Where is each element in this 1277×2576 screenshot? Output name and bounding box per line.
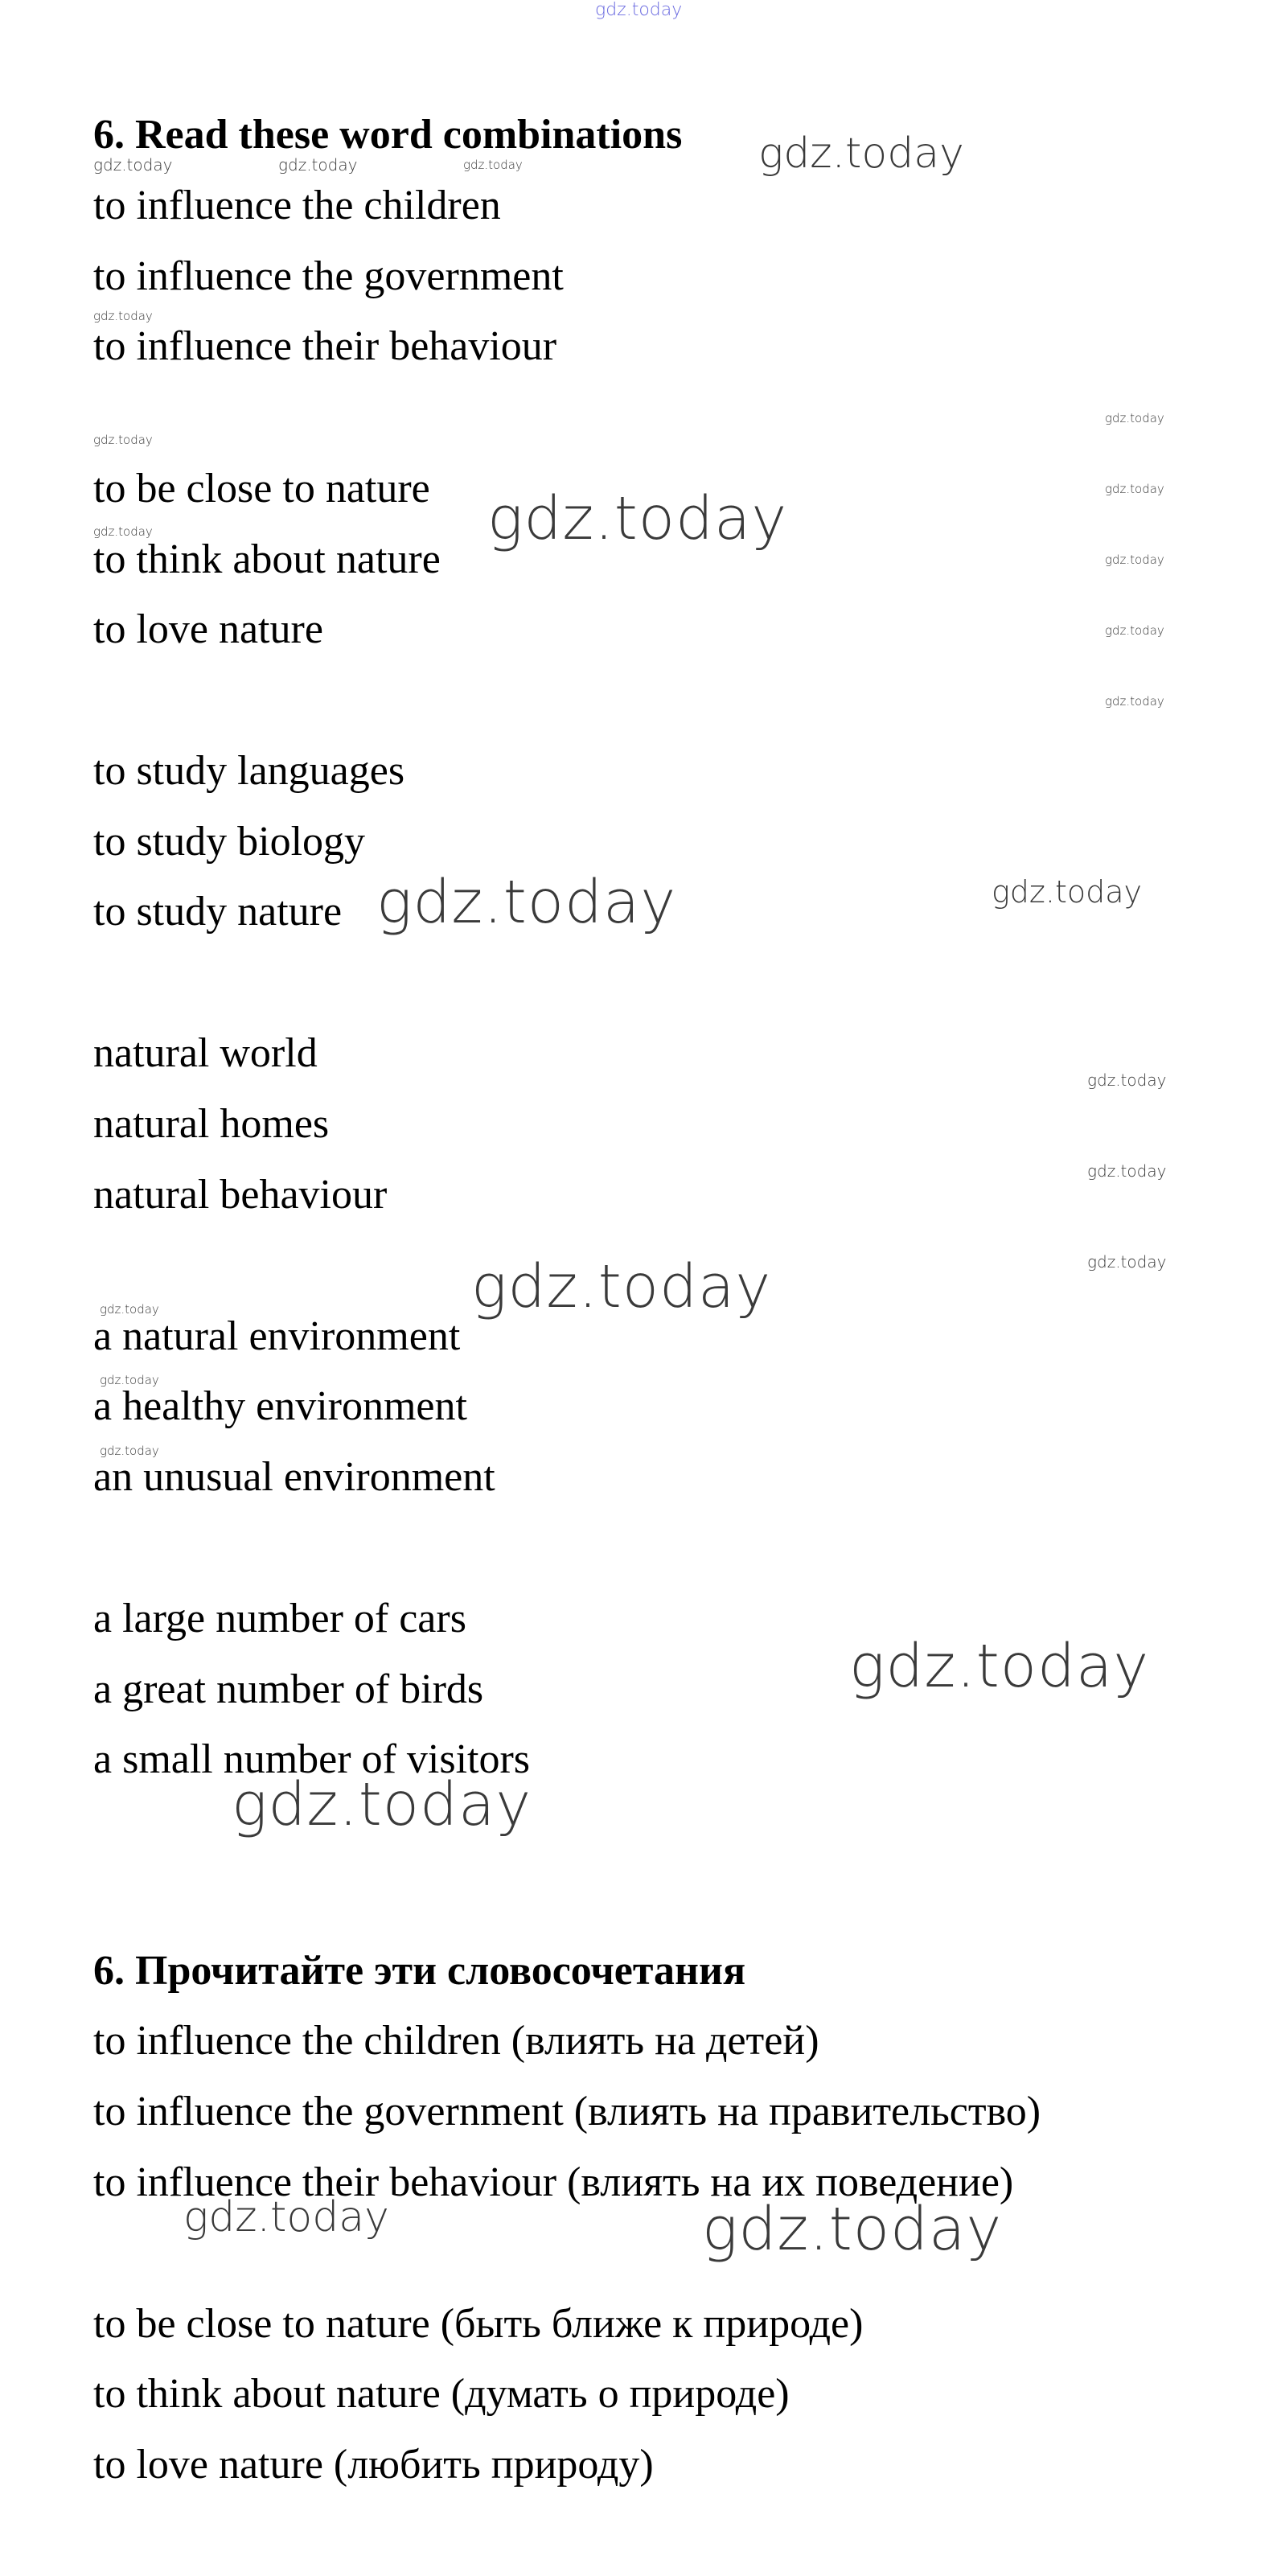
watermark: gdz.today bbox=[1105, 623, 1164, 638]
translation-line: to influence the government (влиять на правительство) bbox=[93, 2089, 1041, 2134]
watermark: gdz.today bbox=[1105, 553, 1164, 567]
phrase-line: an unusual environment bbox=[93, 1454, 495, 1500]
translation-line: to be close to nature (быть ближе к природе) bbox=[93, 2301, 864, 2347]
translation-line: to love nature (любить природу) bbox=[93, 2442, 654, 2488]
watermark: gdz.today bbox=[595, 0, 683, 20]
watermark: gdz.today bbox=[183, 2193, 389, 2241]
watermark: gdz.today bbox=[1105, 411, 1164, 425]
phrase-line: natural behaviour bbox=[93, 1172, 388, 1218]
phrase-line: natural world bbox=[93, 1030, 318, 1076]
phrase-line: a healthy environment bbox=[93, 1383, 467, 1429]
watermark: gdz.today bbox=[93, 433, 153, 447]
watermark: gdz.today bbox=[93, 155, 173, 175]
phrase-line: to study languages bbox=[93, 748, 405, 794]
phrase-line: natural homes bbox=[93, 1101, 330, 1147]
watermark: gdz.today bbox=[471, 1252, 772, 1321]
watermark: gdz.today bbox=[702, 2195, 1003, 2264]
phrase-line: to think about nature bbox=[93, 536, 441, 582]
translation-line: to influence the children (влиять на детей) bbox=[93, 2018, 819, 2064]
watermark: gdz.today bbox=[758, 129, 964, 178]
watermark: gdz.today bbox=[93, 309, 153, 323]
watermark: gdz.today bbox=[93, 524, 153, 539]
watermark: gdz.today bbox=[1087, 1070, 1167, 1090]
watermark: gdz.today bbox=[100, 1373, 159, 1387]
phrase-line: a great number of birds bbox=[93, 1666, 484, 1712]
translation-line: to think about nature (думать о природе) bbox=[93, 2371, 790, 2417]
phrase-line: to love nature bbox=[93, 606, 323, 652]
watermark: gdz.today bbox=[1105, 482, 1164, 496]
watermark: gdz.today bbox=[100, 1302, 159, 1317]
watermark: gdz.today bbox=[487, 484, 788, 553]
watermark: gdz.today bbox=[232, 1770, 532, 1839]
translation-line: to influence their behaviour (влиять на их поведение) bbox=[93, 2159, 1014, 2205]
watermark: gdz.today bbox=[376, 868, 677, 937]
exercise-heading-russian: 6. Прочитайте эти словосочетания bbox=[93, 1948, 746, 1994]
watermark: gdz.today bbox=[278, 155, 358, 175]
phrase-line: to influence their behaviour bbox=[93, 323, 557, 369]
watermark: gdz.today bbox=[1105, 694, 1164, 709]
watermark: gdz.today bbox=[1087, 1252, 1167, 1272]
watermark: gdz.today bbox=[849, 1632, 1150, 1701]
phrase-line: a large number of cars bbox=[93, 1596, 466, 1641]
phrase-line: a natural environment bbox=[93, 1313, 461, 1359]
watermark: gdz.today bbox=[463, 158, 523, 172]
phrase-line: a small number of visitors bbox=[93, 1736, 531, 1782]
phrase-line: to influence the government bbox=[93, 253, 564, 299]
watermark: gdz.today bbox=[1087, 1161, 1167, 1181]
phrase-line: to study nature bbox=[93, 889, 343, 935]
phrase-line: to be close to nature bbox=[93, 466, 430, 512]
phrase-line: to influence the children bbox=[93, 183, 501, 228]
watermark: gdz.today bbox=[100, 1444, 159, 1458]
phrase-line: to study biology bbox=[93, 819, 366, 865]
watermark: gdz.today bbox=[992, 874, 1142, 910]
exercise-heading-english: 6. Read these word combinations bbox=[93, 112, 683, 158]
